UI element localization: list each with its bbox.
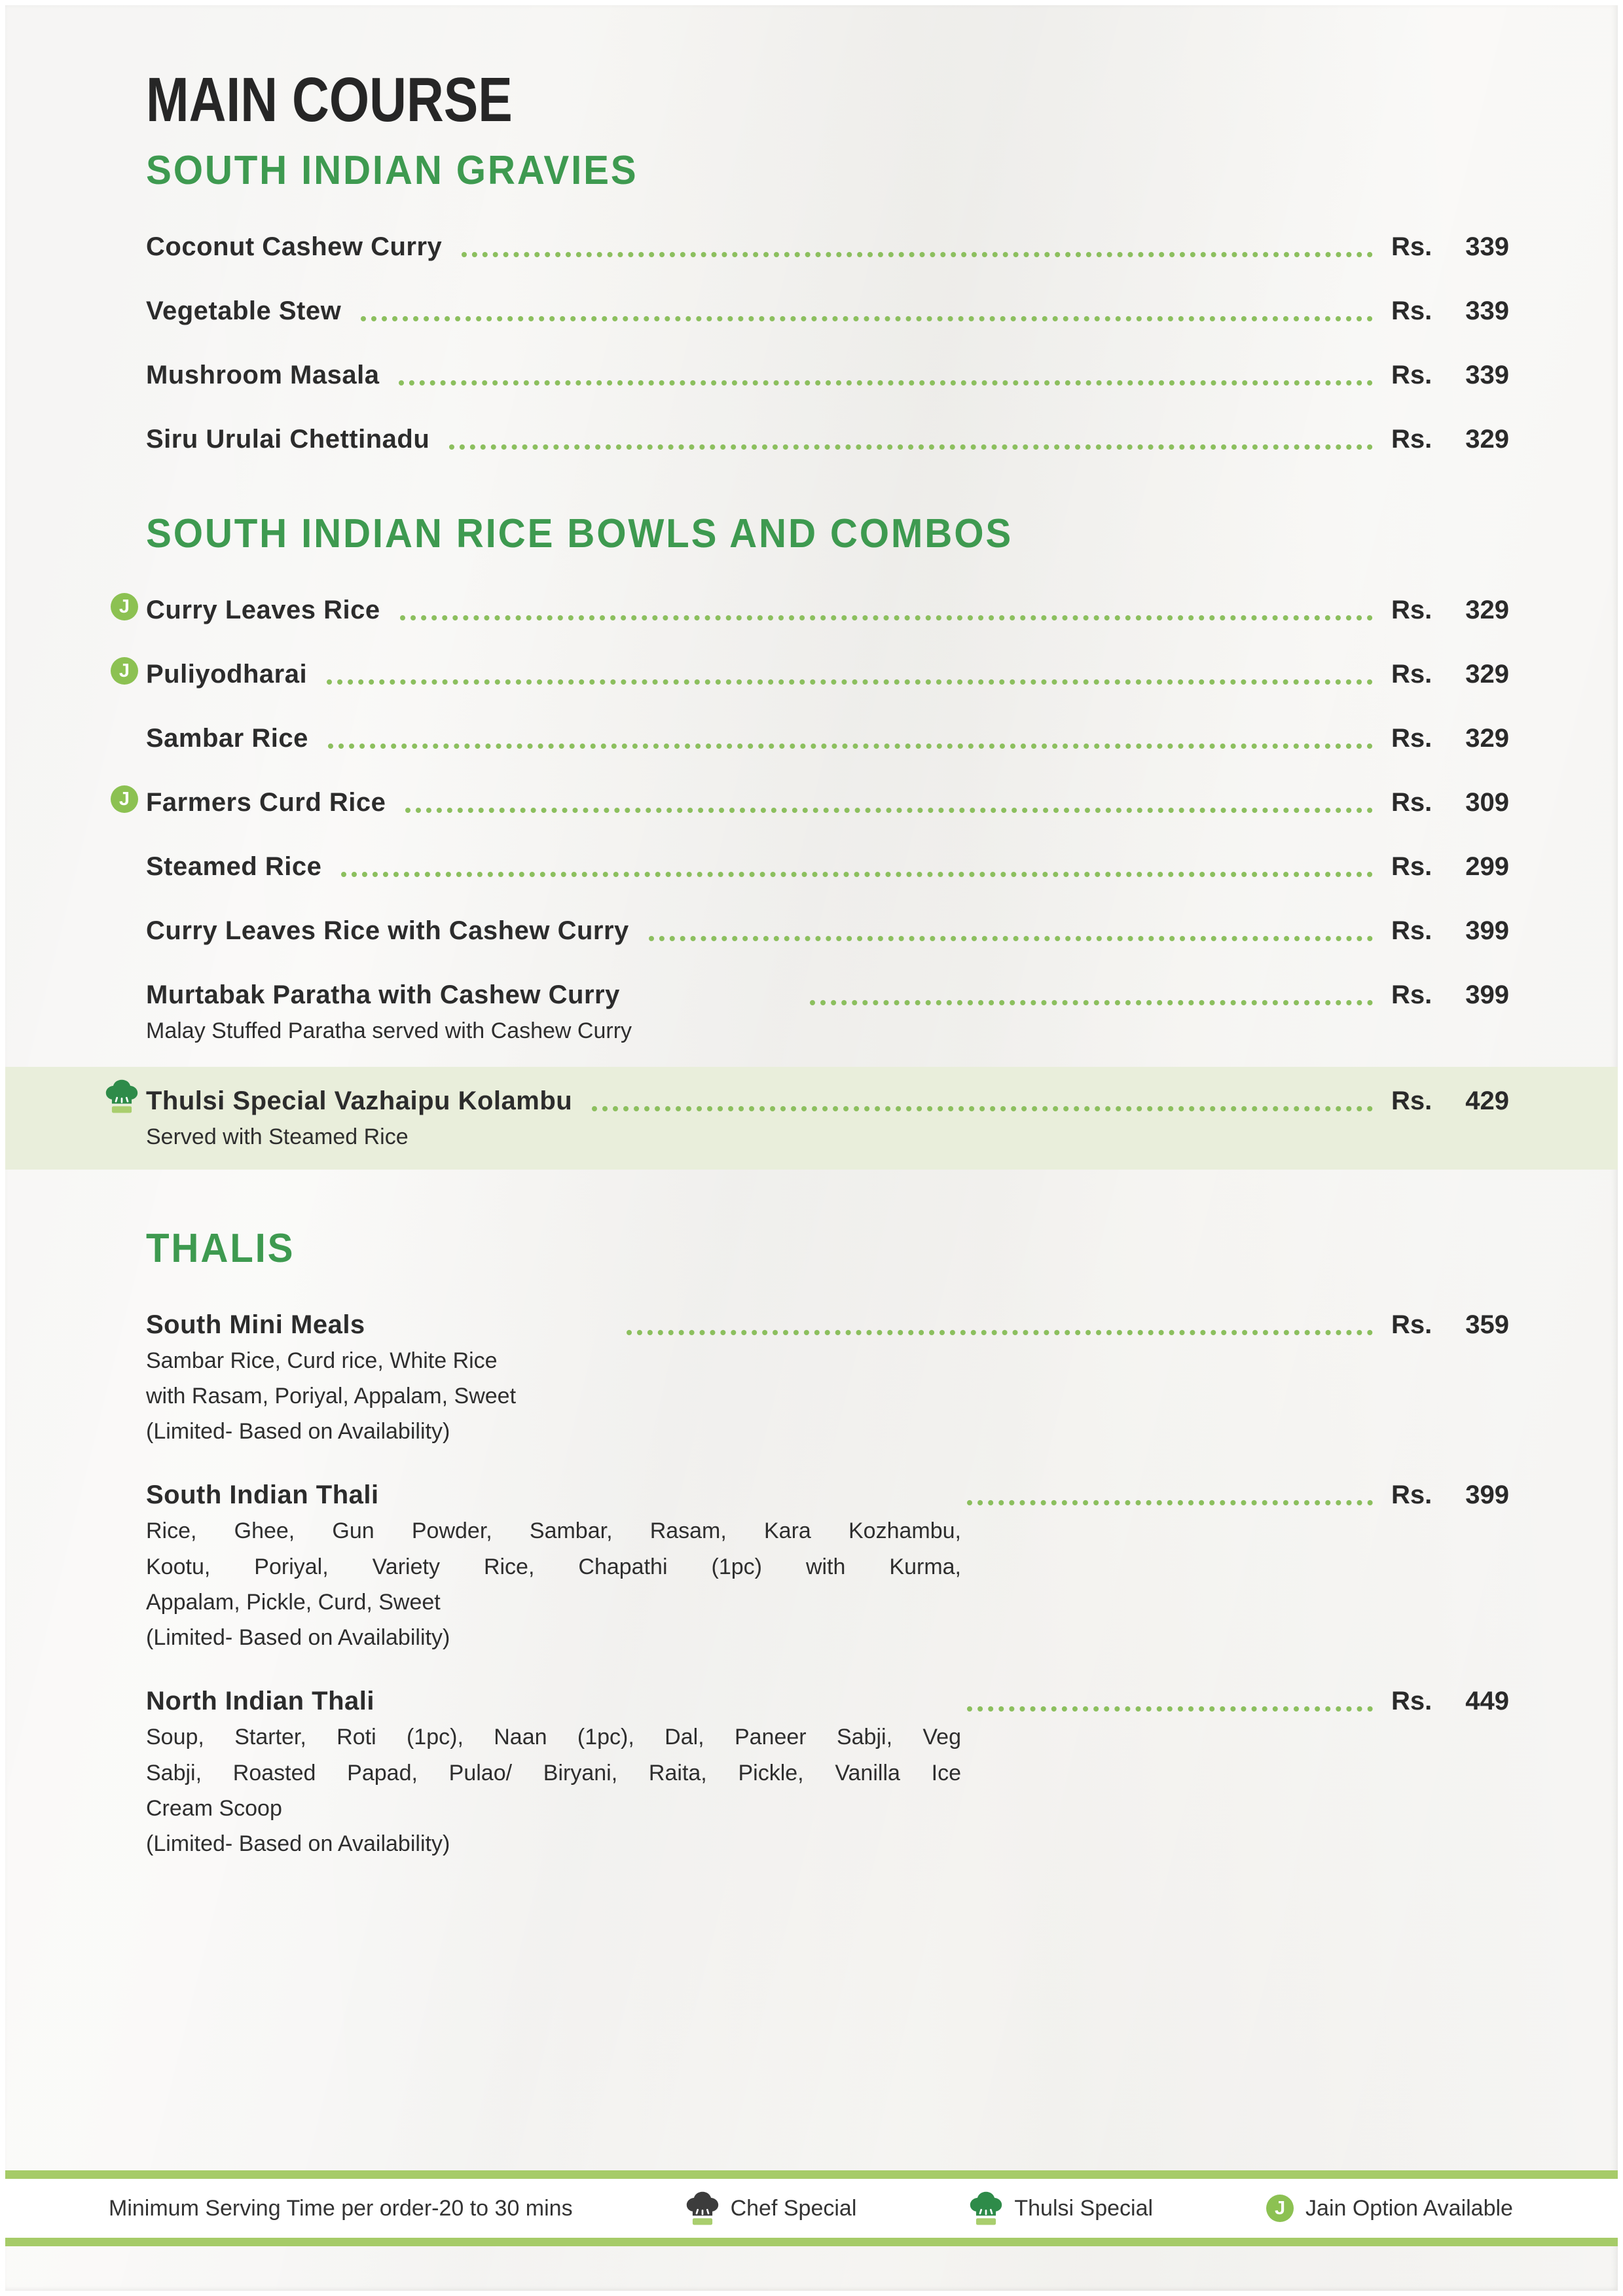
dotted-leader [405, 808, 1373, 813]
currency-label: Rs. [1391, 788, 1432, 817]
item-price [1391, 658, 1509, 690]
legend-label: Jain Option Available [1305, 2195, 1513, 2221]
item-name: South Mini Meals [146, 1310, 365, 1339]
item-description-line: with Rasam, Poriyal, Appalam, Sweet [146, 1383, 517, 1408]
dotted-leader [400, 615, 1373, 620]
dotted-leader [341, 872, 1373, 877]
menu-item-row [146, 1685, 1509, 1717]
item-description-line: Malay Stuffed Paratha served with Cashew Curry [146, 1018, 632, 1044]
currency-label: Rs. [1391, 852, 1432, 882]
menu-item-row [119, 787, 1509, 818]
item-price [1391, 1085, 1509, 1117]
item-price [1391, 594, 1509, 626]
legend-label: Chef Special [730, 2195, 857, 2221]
item-price [1391, 723, 1509, 754]
price-amount: 329 [1465, 596, 1509, 625]
price-amount: 329 [1465, 425, 1509, 454]
menu-item [119, 594, 1509, 626]
chef-hat-dark-icon [686, 2191, 719, 2226]
currency-label: Rs. [1391, 916, 1432, 946]
item-name: Farmers Curd Rice [146, 788, 386, 817]
price-amount: 309 [1465, 788, 1509, 817]
item-price [1391, 787, 1509, 818]
currency-label: Rs. [1391, 361, 1432, 389]
dotted-leader [967, 1706, 1373, 1712]
item-name: South Indian Thali [146, 1480, 379, 1510]
menu-item-row [146, 231, 1509, 262]
page-title: MAIN COURSE [146, 65, 513, 135]
item-name: Curry Leaves Rice [146, 596, 380, 625]
menu-item-row [146, 359, 1509, 391]
currency-label: Rs. [1391, 596, 1432, 625]
footer-bottom-bar [5, 2238, 1618, 2246]
menu-item-row [146, 979, 1509, 1011]
section-rows [146, 1309, 1509, 1859]
menu-section-south-indian-rice-bowls-and-combos [119, 511, 1509, 1170]
price-amount: 329 [1465, 724, 1509, 753]
dotted-leader [649, 936, 1373, 941]
serving-time-note: Minimum Serving Time per order-20 to 30 mins [109, 2195, 573, 2221]
currency-label: Rs. [1391, 1480, 1432, 1510]
item-name: Coconut Cashew Curry [146, 232, 443, 261]
dotted-leader [967, 1500, 1373, 1505]
menu-item-row [146, 851, 1509, 882]
jain-icon: J [111, 657, 138, 685]
price-amount: 449 [1465, 1687, 1509, 1716]
price-amount: 329 [1465, 660, 1509, 689]
currency-label: Rs. [1391, 980, 1432, 1010]
dotted-leader [449, 444, 1373, 450]
menu-section-thalis [146, 1227, 1509, 1859]
menu-item [146, 1685, 1509, 1859]
item-price [1391, 423, 1509, 455]
chef-hat-green-icon [970, 2191, 1002, 2226]
item-price [1391, 979, 1509, 1011]
dotted-leader [328, 744, 1373, 749]
dotted-leader [361, 316, 1373, 321]
menu-item [146, 979, 1509, 1046]
item-price [1391, 851, 1509, 882]
dotted-leader [592, 1106, 1373, 1111]
menu-item-row [146, 1085, 1509, 1117]
section-heading: SOUTH INDIAN RICE BOWLS AND COMBOS [146, 511, 1013, 556]
menu-item-row [146, 1479, 1509, 1511]
menu-item-row [146, 295, 1509, 327]
item-name: Steamed Rice [146, 852, 322, 882]
item-name: Curry Leaves Rice with Cashew Curry [146, 916, 629, 946]
item-description-line: Kootu, Poriyal, Variety Rice, Chapathi (1pc) with Kurma, [146, 1554, 961, 1579]
section-heading: SOUTH INDIAN GRAVIES [146, 147, 638, 193]
item-description-line: (Limited- Based on Availability) [146, 1419, 450, 1444]
menu-item [146, 359, 1509, 391]
price-amount: 399 [1465, 980, 1509, 1010]
item-description-line: Sabji, Roasted Papad, Pulao/ Biryani, Raita, Pickle, Vanilla Ice [146, 1760, 961, 1785]
footer-top-bar [5, 2170, 1618, 2179]
price-amount: 399 [1465, 916, 1509, 946]
currency-label: Rs. [1391, 232, 1432, 261]
item-name: Sambar Rice [146, 724, 308, 753]
item-name: Vegetable Stew [146, 296, 342, 325]
item-price [1391, 231, 1509, 262]
jain-icon [1266, 2195, 1294, 2222]
price-amount: 299 [1465, 852, 1509, 882]
item-description-line: Served with Steamed Rice [146, 1124, 409, 1150]
price-amount: 429 [1465, 1086, 1509, 1116]
menu-item [119, 658, 1509, 690]
item-name: North Indian Thali [146, 1687, 374, 1716]
jain-icon: J [111, 785, 138, 813]
item-description-line: Appalam, Pickle, Curd, Sweet [146, 1589, 441, 1615]
legend-jain-option [1266, 2195, 1513, 2222]
currency-label: Rs. [1391, 1687, 1432, 1716]
menu-section-south-indian-gravies [146, 149, 1509, 455]
item-description-line: Sambar Rice, Curd rice, White Rice [146, 1348, 498, 1373]
menu-item [146, 1479, 1509, 1653]
jain-icon-circle: J [1266, 2195, 1294, 2222]
item-price [1391, 1479, 1509, 1511]
menu-item [5, 1067, 1618, 1169]
menu-item [146, 723, 1509, 754]
menu-item [146, 295, 1509, 327]
footer-legend-band [5, 2179, 1618, 2238]
item-name: Thulsi Special Vazhaipu Kolambu [146, 1086, 573, 1116]
section-heading: THALIS [146, 1225, 295, 1271]
currency-label: Rs. [1391, 425, 1432, 454]
item-description-line: Cream Scoop [146, 1795, 282, 1821]
item-description-line: (Limited- Based on Availability) [146, 1625, 450, 1651]
item-description-line: Rice, Ghee, Gun Powder, Sambar, Rasam, Kara Kozhambu, [146, 1518, 961, 1544]
dotted-leader [399, 380, 1373, 386]
footer [5, 2170, 1618, 2246]
section-rows [146, 231, 1509, 455]
currency-label: Rs. [1391, 1310, 1432, 1339]
price-amount: 359 [1465, 1310, 1509, 1339]
menu-item [146, 231, 1509, 262]
menu-sections [119, 147, 1509, 1859]
menu-item [146, 915, 1509, 946]
menu-item-row [146, 423, 1509, 455]
jain-icon: J [111, 593, 138, 620]
item-name: Siru Urulai Chettinadu [146, 425, 430, 454]
price-amount: 339 [1465, 232, 1509, 261]
currency-label: Rs. [1391, 724, 1432, 753]
menu-item-row [119, 658, 1509, 690]
dotted-leader [627, 1330, 1373, 1335]
menu-item [146, 1309, 1509, 1447]
item-price [1391, 359, 1509, 391]
item-price [1391, 1309, 1509, 1340]
item-price [1391, 915, 1509, 946]
section-rows [119, 594, 1509, 1169]
menu-item-row [146, 915, 1509, 946]
thulsi-special-icon [105, 1079, 138, 1114]
menu-item-row [146, 723, 1509, 754]
item-description-line: Soup, Starter, Roti (1pc), Naan (1pc), Dal, Paneer Sabji, Veg [146, 1725, 961, 1750]
item-name: Murtabak Paratha with Cashew Curry [146, 980, 620, 1010]
menu-item [119, 787, 1509, 818]
menu-item-row [146, 1309, 1509, 1340]
menu-page [5, 5, 1618, 2291]
legend-chef-special [686, 2191, 857, 2226]
dotted-leader [810, 1000, 1373, 1005]
price-amount: 399 [1465, 1480, 1509, 1510]
currency-label: Rs. [1391, 660, 1432, 689]
menu-item-row [119, 594, 1509, 626]
item-price [1391, 295, 1509, 327]
item-name: Puliyodharai [146, 660, 308, 689]
menu-content [5, 5, 1618, 1859]
price-amount: 339 [1465, 296, 1509, 325]
dotted-leader [462, 252, 1373, 257]
item-description-line: (Limited- Based on Availability) [146, 1831, 450, 1856]
currency-label: Rs. [1391, 1086, 1432, 1116]
item-name: Mushroom Masala [146, 361, 380, 389]
menu-item [146, 851, 1509, 882]
legend-thulsi-special [970, 2191, 1153, 2226]
currency-label: Rs. [1391, 296, 1432, 325]
item-price [1391, 1685, 1509, 1717]
price-amount: 339 [1465, 361, 1509, 389]
legend-label: Thulsi Special [1014, 2195, 1154, 2221]
dotted-leader [327, 679, 1373, 685]
menu-item [146, 423, 1509, 455]
